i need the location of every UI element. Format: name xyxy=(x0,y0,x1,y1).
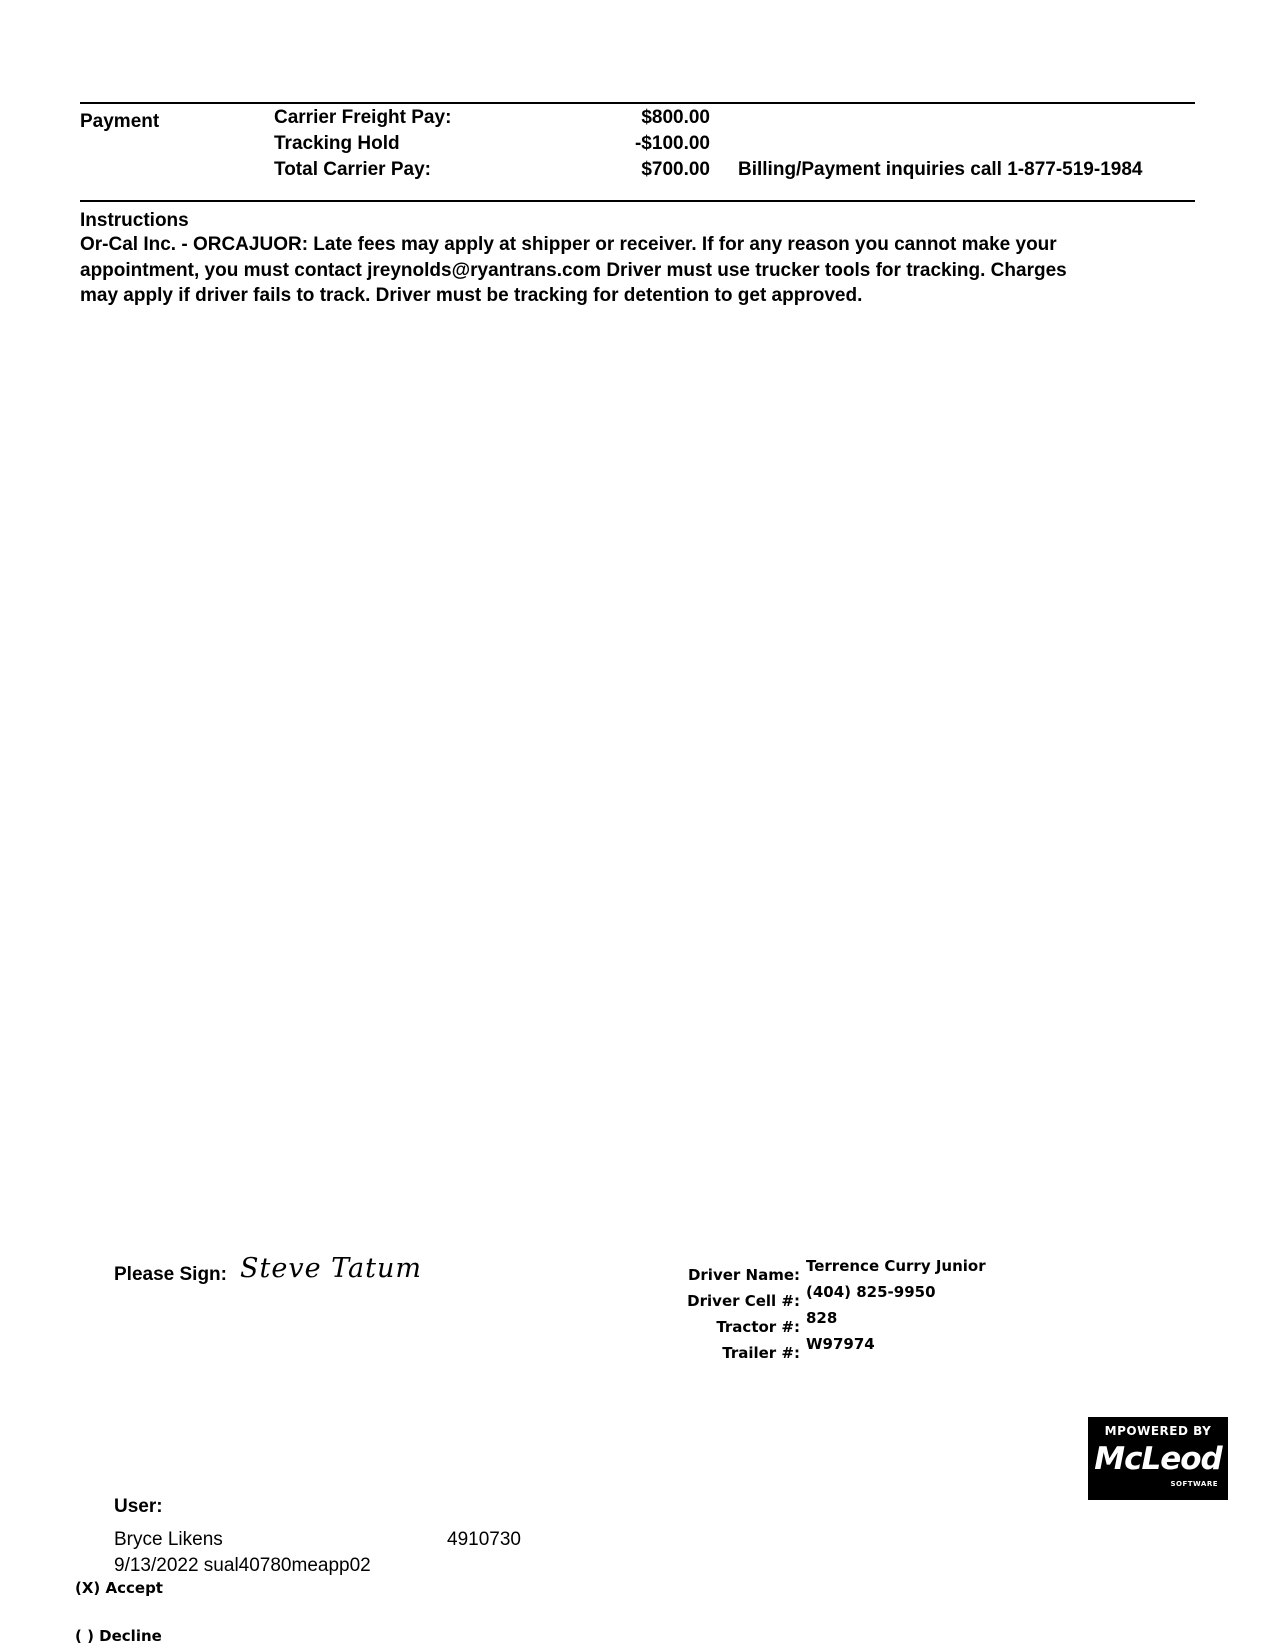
tracking-hold-amount: -$100.00 xyxy=(634,133,710,154)
instructions-body xyxy=(80,232,1190,309)
decline-option: ( ) Decline xyxy=(75,1627,162,1645)
user-name: Bryce Likens xyxy=(114,1529,223,1550)
carrier-freight-pay-amount: $800.00 xyxy=(641,107,710,128)
please-sign-label: Please Sign: xyxy=(114,1264,227,1285)
driver-name-label: Driver Name: xyxy=(687,1266,800,1284)
payment-section-label: Payment xyxy=(80,111,160,132)
user-label: User: xyxy=(114,1496,163,1517)
trailer-value: W97974 xyxy=(806,1335,875,1353)
instructions-line: may apply if driver fails to track. Driver must be tracking for detention to get approved. xyxy=(80,285,863,306)
tractor-label: Tractor #: xyxy=(716,1318,800,1336)
instructions-heading: Instructions xyxy=(80,210,189,231)
accept-option: (X) Accept xyxy=(75,1579,163,1597)
mcleod-logo xyxy=(1088,1417,1228,1500)
top-divider xyxy=(80,102,1195,104)
tracking-hold-label: Tracking Hold xyxy=(274,133,400,154)
trailer-label: Trailer #: xyxy=(722,1344,800,1362)
total-carrier-pay-amount: $700.00 xyxy=(641,159,710,180)
driver-name-value: Terrence Curry Junior xyxy=(806,1257,986,1275)
billing-inquiry-note: Billing/Payment inquiries call 1-877-519-1984 xyxy=(738,159,1143,180)
driver-cell-value: (404) 825-9950 xyxy=(806,1283,936,1301)
user-system-line: 9/13/2022 sual40780meapp02 xyxy=(114,1555,371,1576)
total-carrier-pay-label: Total Carrier Pay: xyxy=(274,159,431,180)
logo-top-text: MPOWERED BY xyxy=(1104,1424,1212,1438)
carrier-freight-pay-label: Carrier Freight Pay: xyxy=(274,107,452,128)
tractor-value: 828 xyxy=(806,1309,838,1327)
user-id: 4910730 xyxy=(447,1529,521,1550)
instructions-line: Or-Cal Inc. - ORCAJUOR: Late fees may apply at shipper or receiver. If for any reason you cannot make your xyxy=(80,234,1057,255)
logo-name-text: McLeod xyxy=(1094,1441,1222,1477)
driver-cell-label: Driver Cell #: xyxy=(687,1292,800,1310)
signature-value: Steve Tatum xyxy=(240,1253,422,1284)
instructions-line: appointment, you must contact jreynolds@ryantrans.com Driver must use trucker tools for tracking. Charges xyxy=(80,259,1067,281)
logo-bottom-text: SOFTWARE xyxy=(1170,1480,1218,1488)
bottom-divider xyxy=(80,200,1195,202)
